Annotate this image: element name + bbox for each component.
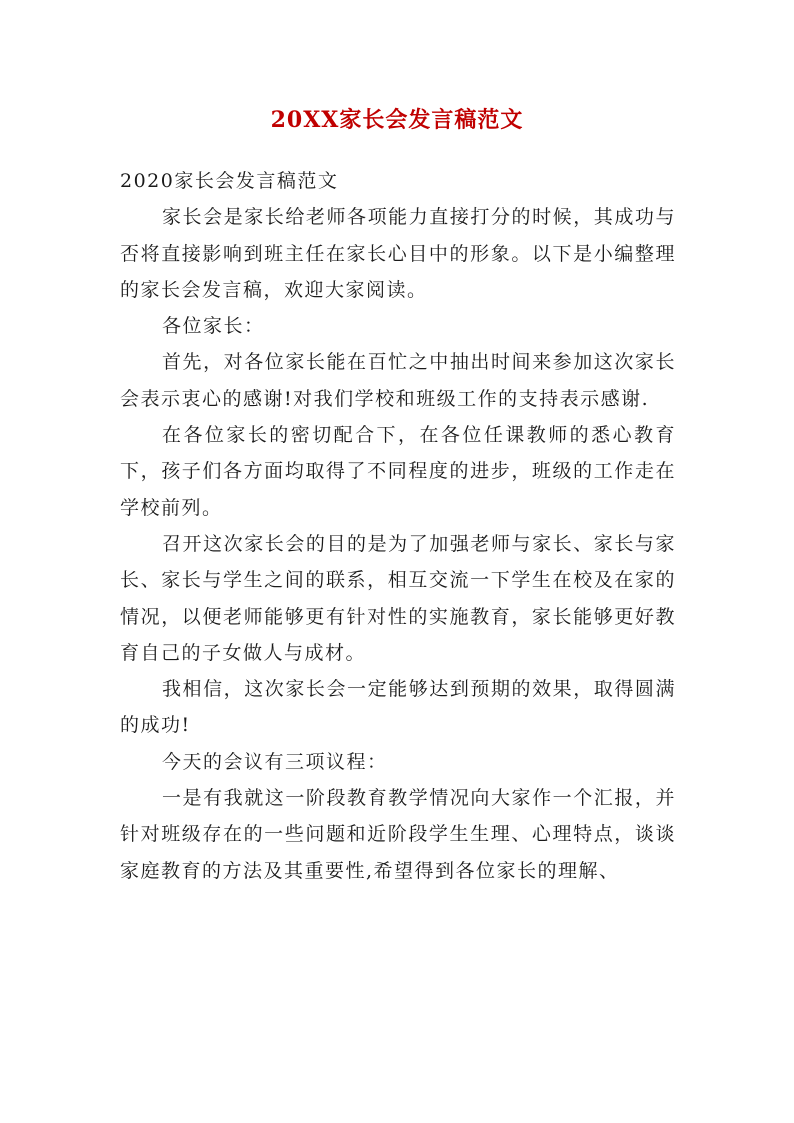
paragraph-agenda-item-1: 一是有我就这一阶段教育教学情况向大家作一个汇报，并针对班级存在的一些问题和近阶段学生生理、心理特点，谈谈家庭教育的方法及其重要性,希望得到各位家长的理解、 [120,787,676,882]
paragraph-salutation: 各位家长： [162,315,265,338]
paragraph-expectation: 我相信，这次家长会一定能够达到预期的效果，取得圆满的成功! [120,678,676,737]
paragraph-purpose: 召开这次家长会的目的是为了加强老师与家长、家长与家长、家长与学生之间的联系，相互交流一下学生在校及在家的情况，以便老师能够更有针对性的实施教育，家长能够更好教育自己的子女做人与成材。 [120,532,676,664]
paragraph-thanks: 首先，对各位家长能在百忙之中抽出时间来参加这次家长会表示衷心的感谢!对我们学校和班级工作的支持表示感谢. [120,351,676,410]
paragraph-agenda-intro: 今天的会议有三项议程： [162,750,388,773]
document-subtitle: 2020家长会发言稿范文 [120,170,339,192]
document-body [120,163,676,889]
paragraph-intro: 家长会是家长给老师各项能力直接打分的时候，其成功与否将直接影响到班主任在家长心目中的形象。以下是小编整理的家长会发言稿，欢迎大家阅读。 [120,206,676,301]
paragraph-progress: 在各位家长的密切配合下，在各位任课教师的悉心教育下，孩子们各方面均取得了不同程度的进步，班级的工作走在学校前列。 [120,424,676,519]
document-title: 20XX家长会发言稿范文 [270,107,524,133]
